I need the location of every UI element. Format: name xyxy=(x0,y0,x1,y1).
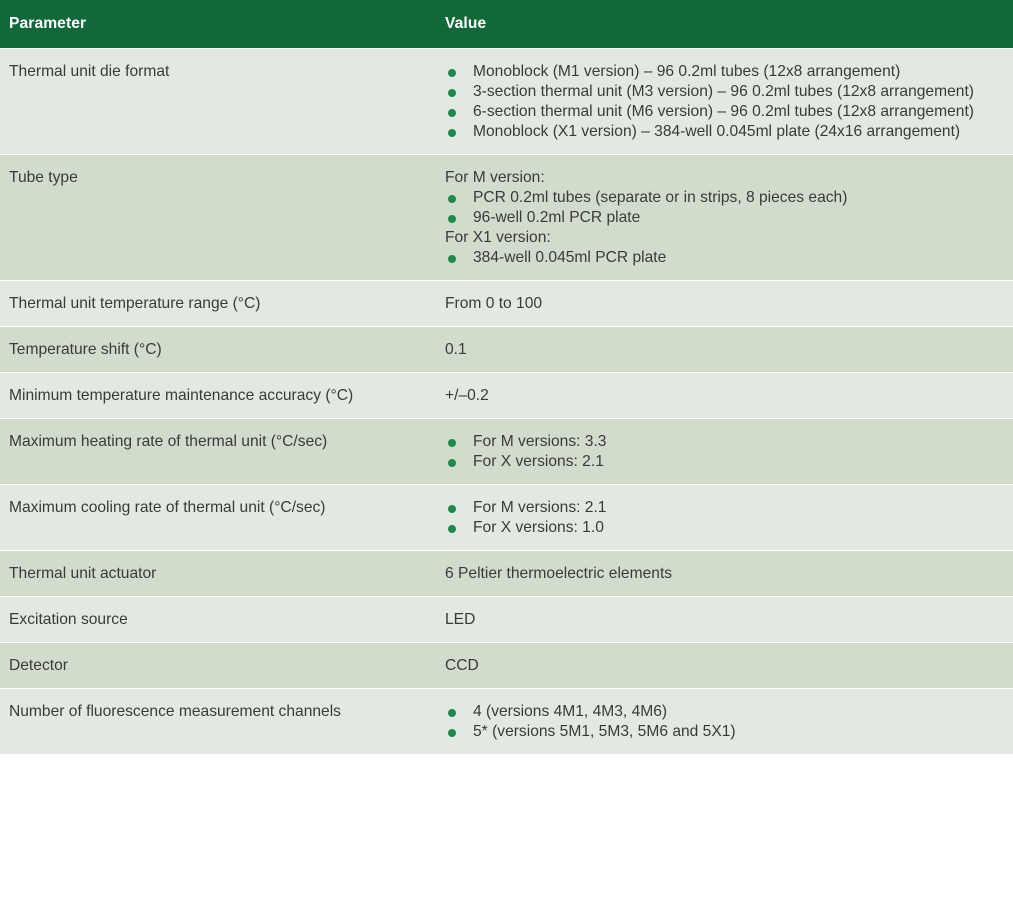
param-cell: Thermal unit temperature range (°C) xyxy=(0,281,436,327)
param-cell: Thermal unit die format xyxy=(0,49,436,155)
param-cell: Thermal unit actuator xyxy=(0,551,436,597)
bullet-icon xyxy=(448,129,456,137)
table-row xyxy=(0,597,1013,643)
param-cell: Maximum heating rate of thermal unit (°C/sec) xyxy=(0,419,436,485)
value-cell xyxy=(436,419,1013,485)
bullet-icon xyxy=(448,525,456,533)
list-item: PCR 0.2ml tubes (separate or in strips, 8 pieces each) xyxy=(445,188,1005,208)
value-list xyxy=(445,248,1005,268)
param-cell: Temperature shift (°C) xyxy=(0,327,436,373)
bullet-icon xyxy=(448,89,456,97)
group-label: For M version: xyxy=(445,169,545,186)
value-cell: CCD xyxy=(436,643,1013,689)
param-cell: Tube type xyxy=(0,155,436,281)
list-item: Monoblock (X1 version) – 384-well 0.045ml plate (24x16 arrangement) xyxy=(445,122,1005,142)
value-cell xyxy=(436,689,1013,755)
list-item: Monoblock (M1 version) – 96 0.2ml tubes (12x8 arrangement) xyxy=(445,62,1005,82)
table-row xyxy=(0,327,1013,373)
bullet-icon xyxy=(448,459,456,467)
table-row xyxy=(0,485,1013,551)
param-cell: Minimum temperature maintenance accuracy (°C) xyxy=(0,373,436,419)
table-row xyxy=(0,643,1013,689)
value-list xyxy=(445,62,1005,142)
table-row xyxy=(0,49,1013,155)
value-list xyxy=(445,188,1005,228)
param-cell: Excitation source xyxy=(0,597,436,643)
value-cell: LED xyxy=(436,597,1013,643)
bullet-icon xyxy=(448,69,456,77)
list-item: For X versions: 2.1 xyxy=(445,452,1005,472)
param-cell: Number of fluorescence measurement channels xyxy=(0,689,436,755)
list-item: 4 (versions 4M1, 4M3, 4M6) xyxy=(445,702,1005,722)
table-row xyxy=(0,551,1013,597)
value-cell: +/–0.2 xyxy=(436,373,1013,419)
list-item: For X versions: 1.0 xyxy=(445,518,1005,538)
value-cell xyxy=(436,49,1013,155)
header-parameter: Parameter xyxy=(0,0,436,49)
list-item: 96-well 0.2ml PCR plate xyxy=(445,208,1005,228)
list-item: 3-section thermal unit (M3 version) – 96 0.2ml tubes (12x8 arrangement) xyxy=(445,82,1005,102)
value-list xyxy=(445,432,1005,472)
value-cell xyxy=(436,155,1013,281)
param-cell: Maximum cooling rate of thermal unit (°C/sec) xyxy=(0,485,436,551)
bullet-icon xyxy=(448,255,456,263)
table-row xyxy=(0,689,1013,755)
table-row xyxy=(0,419,1013,485)
value-list xyxy=(445,702,1005,742)
value-cell: 6 Peltier thermoelectric elements xyxy=(436,551,1013,597)
bullet-icon xyxy=(448,215,456,223)
bullet-icon xyxy=(448,729,456,737)
value-list xyxy=(445,498,1005,538)
list-item: For M versions: 3.3 xyxy=(445,432,1005,452)
table-row xyxy=(0,373,1013,419)
list-item: 5* (versions 5M1, 5M3, 5M6 and 5X1) xyxy=(445,722,1005,742)
bullet-icon xyxy=(448,109,456,117)
list-item: For M versions: 2.1 xyxy=(445,498,1005,518)
bullet-icon xyxy=(448,505,456,513)
param-cell: Detector xyxy=(0,643,436,689)
header-value: Value xyxy=(436,0,1013,49)
table-row xyxy=(0,281,1013,327)
list-item: 384-well 0.045ml PCR plate xyxy=(445,248,1005,268)
table-row xyxy=(0,155,1013,281)
group-label: For X1 version: xyxy=(445,229,551,246)
list-item: 6-section thermal unit (M6 version) – 96 0.2ml tubes (12x8 arrangement) xyxy=(445,102,1005,122)
value-cell: From 0 to 100 xyxy=(436,281,1013,327)
bullet-icon xyxy=(448,709,456,717)
value-cell: 0.1 xyxy=(436,327,1013,373)
table-header xyxy=(0,0,1013,49)
bullet-icon xyxy=(448,439,456,447)
bullet-icon xyxy=(448,195,456,203)
value-cell xyxy=(436,485,1013,551)
